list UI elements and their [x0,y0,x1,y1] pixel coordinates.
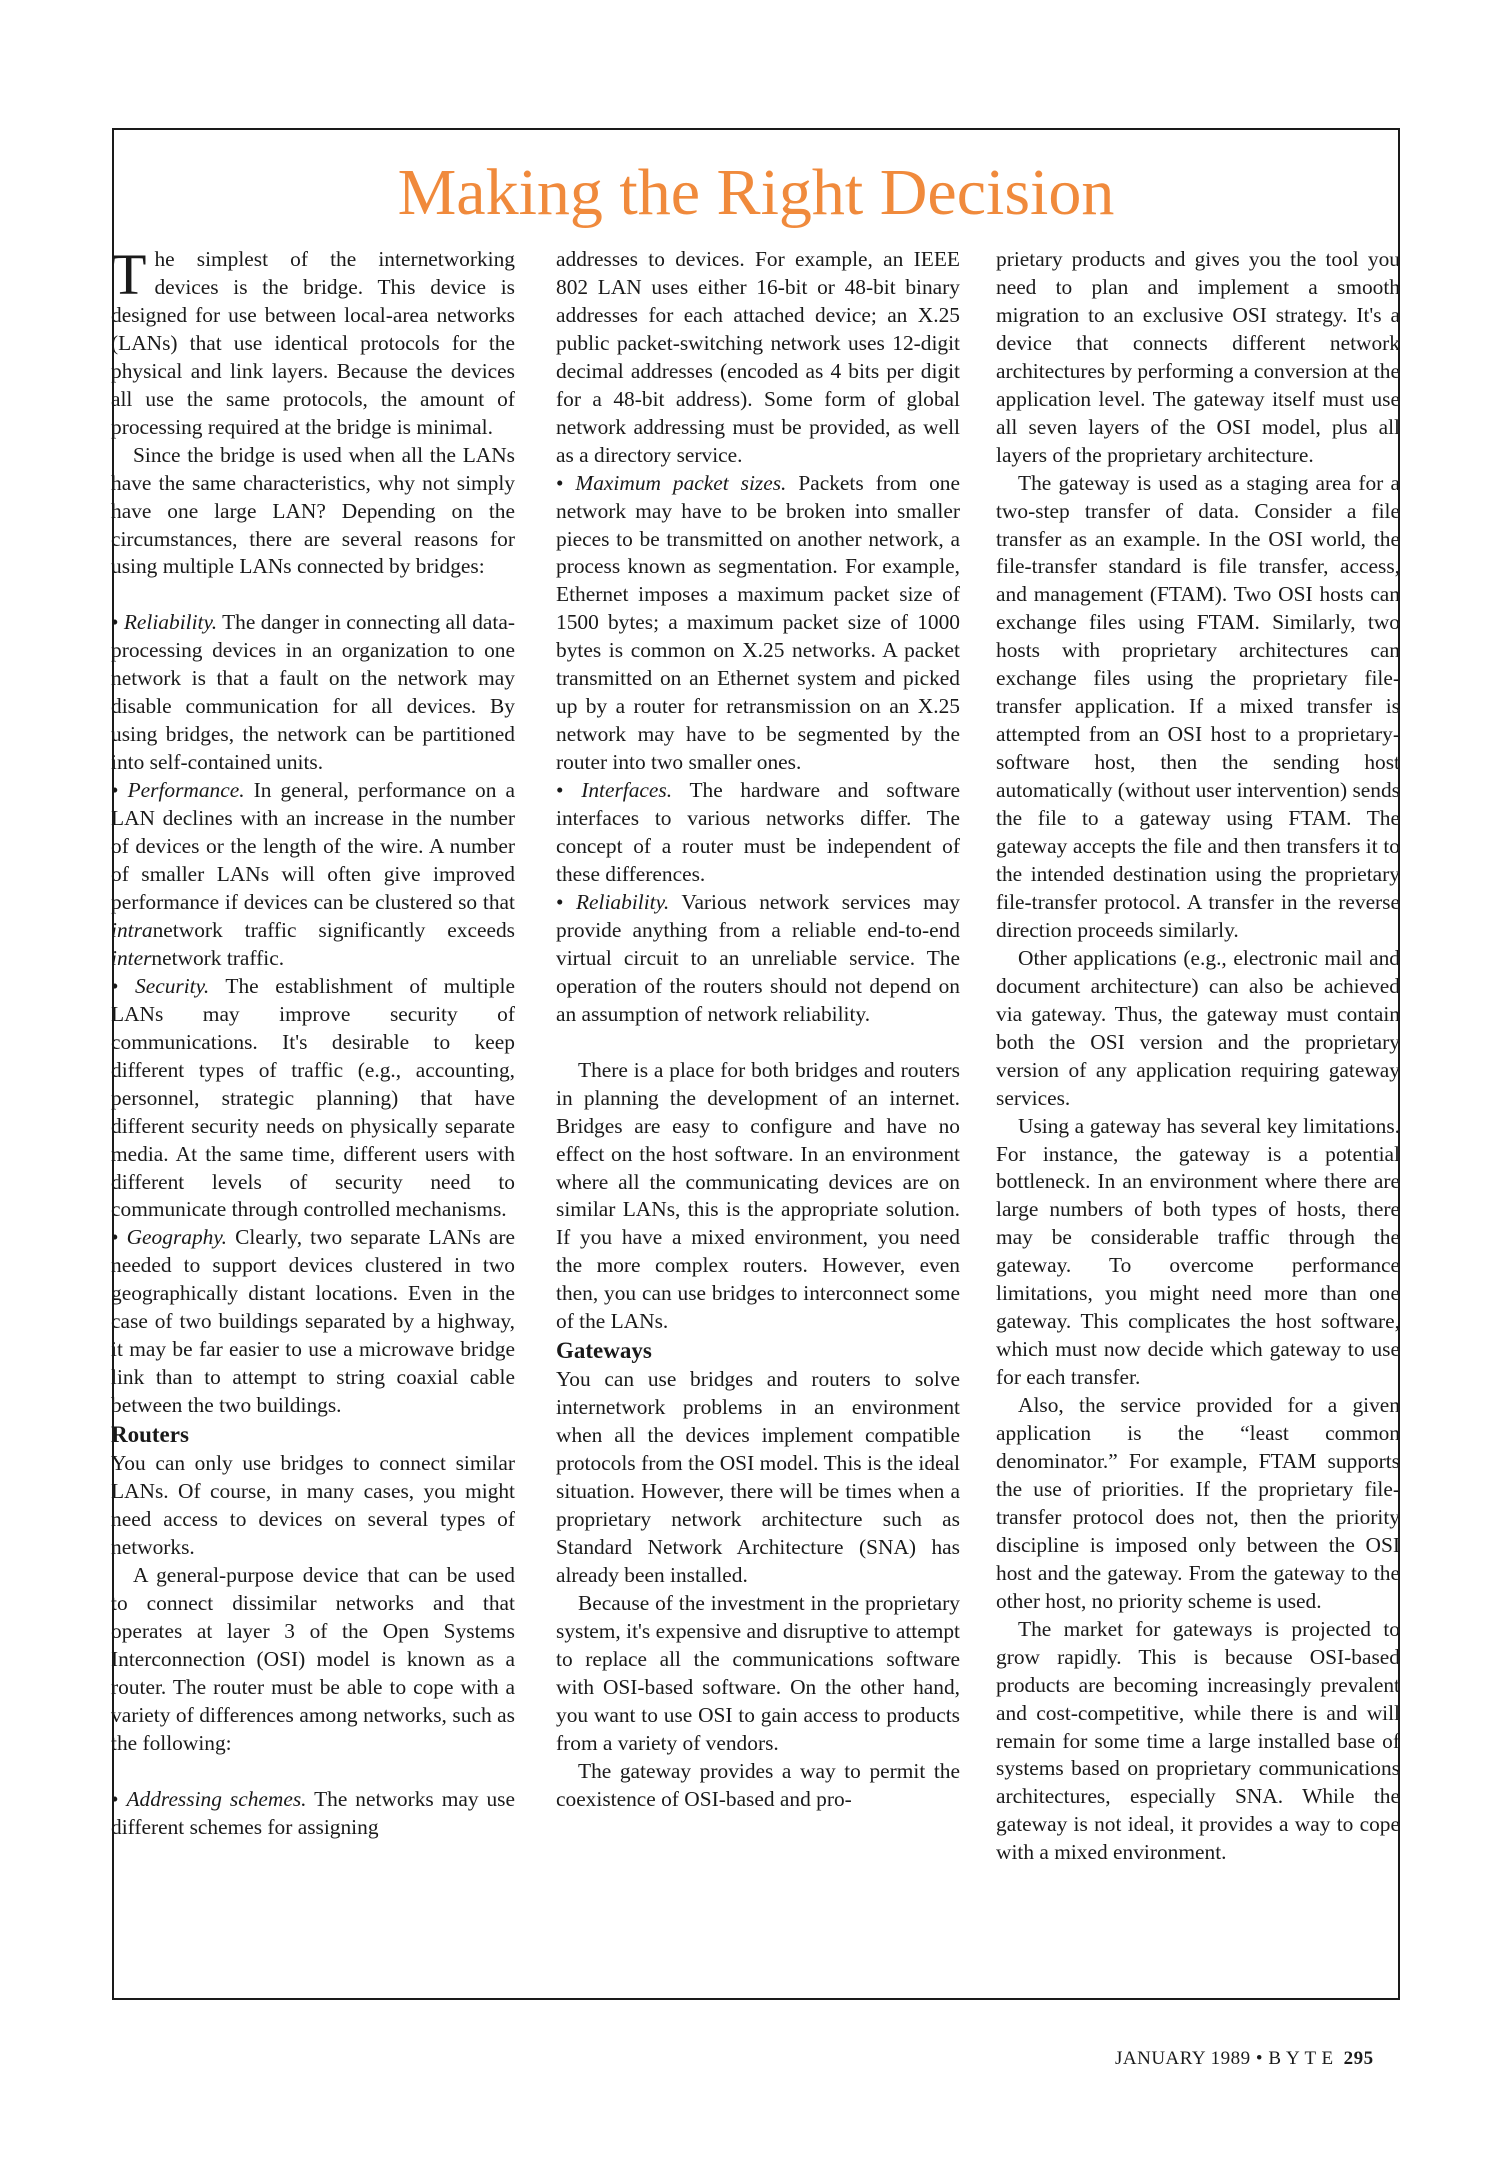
section-heading-routers: Routers [111,1422,189,1448]
paragraph: addresses to devices. For example, an IEEE 802 LAN uses either 16-bit or 48-bit binary addresses for each attached device; an X.25 public packet-switching network uses 12-digit decimal addresses (encoded as 4 bits per digit for a 48-bit address). Some form of global network addressing must be provided, as well as a directory service. [556,247,960,467]
bullet-packet-sizes: • Maximum packet sizes. Packets from one network may have to be broken into smaller pieces to be transmitted on another network, a process known as segmentation. For example, Ethernet imposes a maximum packet size of 1500 bytes; a maximum packet size of 1000 bytes is common on X.25 networks. A packet transmitted on an Ethernet system and picked up by a router for retransmission on an X.25 network may have to be segmented by the router into two smaller ones. [556,470,960,775]
paragraph: A general-purpose device that can be used to connect dissimilar networks and that operates at layer 3 of the Open Systems Interconnection (OSI) model is known as a router. The router must be able to cope with a variety of differences among networks, such as the following: [111,1562,515,1755]
column-3 [996,246,1400,1867]
paragraph: The simplest of the internetworking devices is the bridge. This device is designed for use between local-area networks (LANs) that use identical protocols for the physical and link layers. Because the devices all use the same protocols, the amount of processing required at the bridge is minimal. [111,242,515,439]
bullet-performance: • Performance. In general, performance on a LAN declines with an increase in the number of devices or the length of the wire. A number of smaller LANs will often give improved performance if devices can be clustered so that intranetwork traffic significantly exceeds internetwork traffic. [111,778,515,970]
paragraph: Since the bridge is used when all the LANs have the same characteristics, why not simply have one large LAN? Depending on the circumstances, there are several reasons for using multiple LANs connected by bridges: [111,442,515,579]
bullet-interfaces: • Interfaces. The hardware and software interfaces to various networks differ. The concept of a router must be independent of these differences. [556,778,960,886]
paragraph: Using a gateway has several key limitations. For instance, the gateway is a potential bottleneck. In an environment where there are large numbers of both types of hosts, there may be considerable traffic through the gateway. To overcome performance limitations, you might need more than one gateway. This complicates the host software, which must now decide which gateway to use for each transfer. [996,1113,1400,1390]
bullet-security: • Security. The establishment of multiple LANs may improve security of communications. It's desirable to keep different types of traffic (e.g., accounting, personnel, strategic planning) that have different security needs on physically separate media. At the same time, different users with different levels of security need to communicate through controlled mechanisms. [111,973,515,1222]
bullet-addressing: • Addressing schemes. The networks may use different schemes for assigning [111,1786,515,1839]
section-heading-gateways: Gateways [556,1338,652,1364]
issue-line: JANUARY 1989 • B Y T E [1115,2048,1334,2069]
page-number: 295 [1343,2048,1374,2069]
drop-cap: T [111,242,147,307]
paragraph: prietary products and gives you the tool you need to plan and implement a smooth migration to an exclusive OSI strategy. It's a device that connects different network architectures by performing a conversion at the application level. The gateway itself must use all seven layers of the OSI model, plus all layers of the proprietary architecture. [996,247,1400,467]
paragraph: Because of the investment in the proprietary system, it's expensive and disruptive to attempt to replace all the communications software with OSI-based software. On the other hand, you want to use OSI to gain access to products from a variety of vendors. [556,1590,960,1755]
paragraph: Also, the service provided for a given application is the “least common denominator.” For example, FTAM supports the use of priorities. If the proprietary file-transfer protocol does not, then the priority discipline is imposed only between the OSI host and the gateway. From the gateway to the other host, no priority scheme is used. [996,1393,1400,1613]
paragraph: Other applications (e.g., electronic mail and document architecture) can also be achieved via gateway. Thus, the gateway must contain both the OSI version and the proprietary version of any application requiring gateway services. [996,945,1400,1110]
bullet-reliability: • Reliability. Various network services may provide anything from a reliable end-to-end virtual circuit to an unreliable service. The operation of the routers should not depend on an assumption of network reliability. [556,889,960,1026]
paragraph: There is a place for both bridges and routers in planning the development of an internet. Bridges are easy to configure and have no effect on the host software. In an environment where all the communicating devices are on similar LANs, this is the appropriate solution. If you have a mixed environment, you need the more complex routers. However, even then, you can use bridges to interconnect some of the LANs. [556,1057,960,1334]
column-2 [556,246,960,1813]
paragraph: You can use bridges and routers to solve internetwork problems in an environment when all the devices implement compatible protocols from the OSI model. This is the ideal situation. However, there will be times when a proprietary network architecture such as Standard Network Architecture (SNA) has already been installed. [556,1367,960,1587]
paragraph: The gateway provides a way to permit the coexistence of OSI-based and pro- [556,1758,960,1811]
article-title: Making the Right Decision [397,156,1115,229]
paragraph: The gateway is used as a staging area for a two-step transfer of data. Consider a file transfer as an example. In the OSI world, the file-transfer standard is file transfer, access, and management (FTAM). Two OSI hosts can exchange files using FTAM. Similarly, two hosts with proprietary architectures can exchange files using the proprietary file-transfer application. If a mixed transfer is attempted from an OSI host to a proprietary-software host, then the sending host automatically (without user intervention) sends the file to a gateway using FTAM. The gateway accepts the file and then transfers it to the intended destination using the proprietary file-transfer protocol. A transfer in the reverse direction proceeds similarly. [996,470,1400,942]
page-footer [1115,2047,1374,2071]
bullet-reliability: • Reliability. The danger in connecting all data-processing devices in an organization to one network is that a fault on the network may disable communication for all devices. By using bridges, the network can be partitioned into self-contained units. [111,610,515,775]
paragraph: The market for gateways is projected to grow rapidly. This is because OSI-based products are becoming increasingly prevalent and cost-competitive, while there is and will remain for some time a large installed base of systems based on proprietary communications architectures, especially SNA. While the gateway is not ideal, it provides a way to cope with a mixed environment. [996,1616,1400,1865]
paragraph: You can only use bridges to connect similar LANs. Of course, in many cases, you might need access to devices on several types of networks. [111,1451,515,1559]
bullet-geography: • Geography. Clearly, two separate LANs are needed to support devices clustered in two geographically distant locations. Even in the case of two buildings separated by a highway, it may be far easier to use a microwave bridge link than to attempt to string coaxial cable between the two buildings. [111,1225,516,1418]
column-1 [111,242,516,1841]
